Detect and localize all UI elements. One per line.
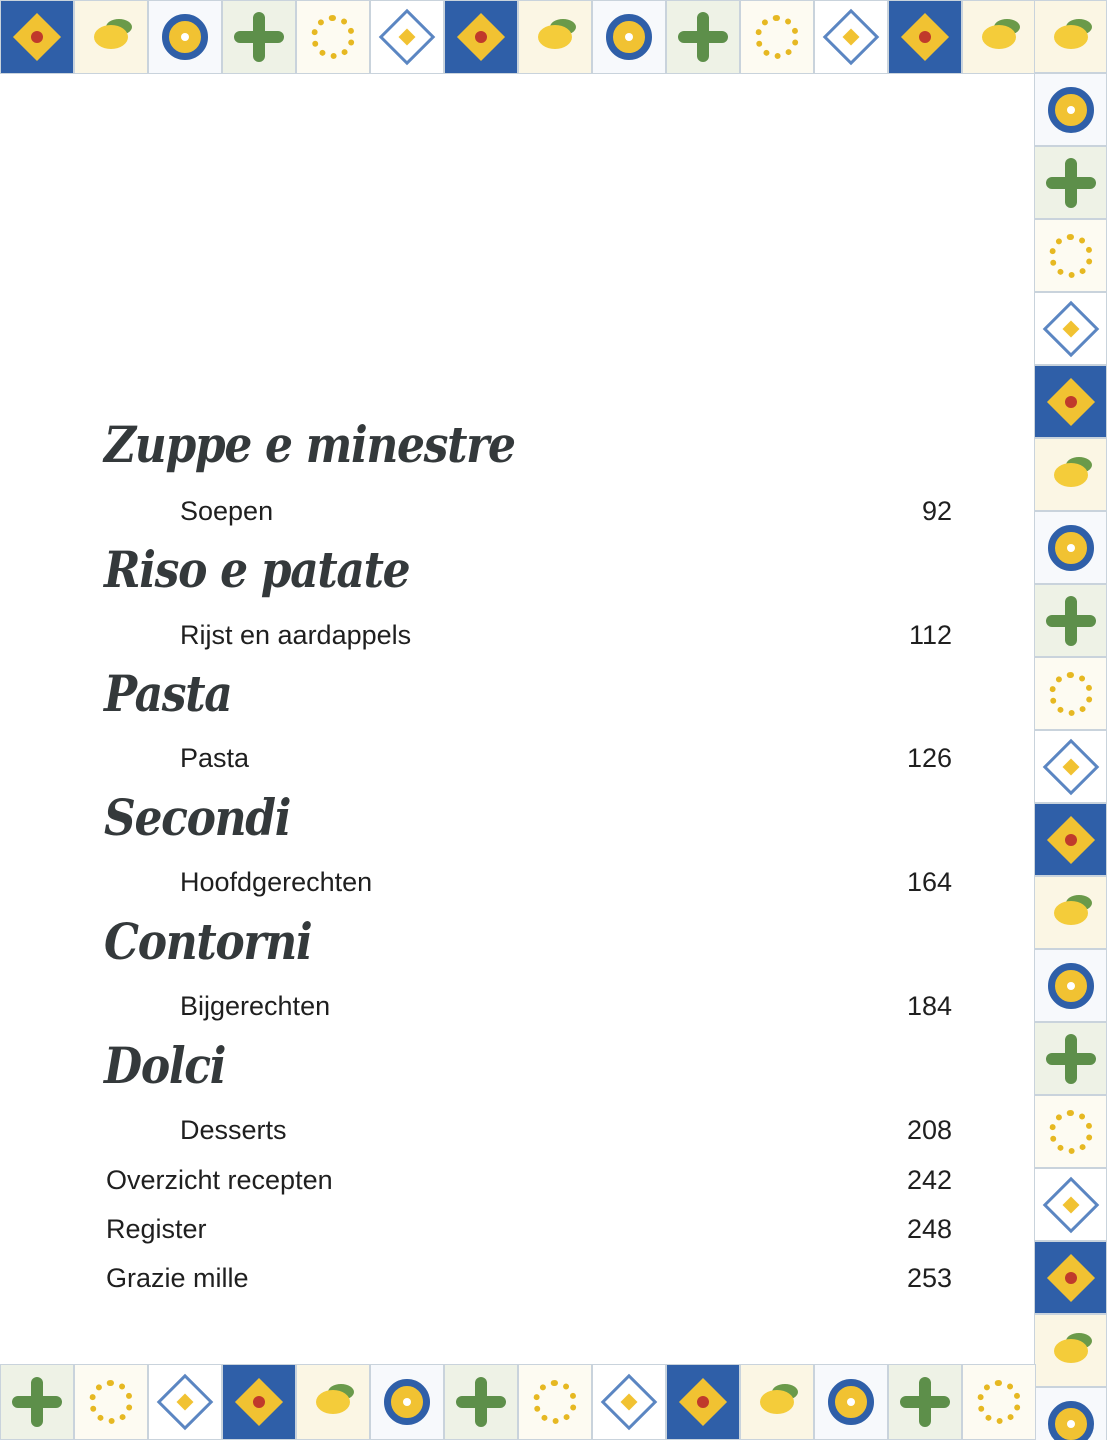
toc-extra-entry[interactable] xyxy=(0,1160,1107,1200)
toc-entry[interactable] xyxy=(0,1110,1107,1150)
toc-extra-entry[interactable] xyxy=(0,1258,1107,1298)
toc-entry-label: Grazie mille xyxy=(106,1263,249,1293)
toc-entry-page: 164 xyxy=(906,867,952,897)
toc-entry-label: Overzicht recepten xyxy=(106,1165,333,1195)
toc-entry-page: 208 xyxy=(906,1115,952,1145)
toc-entry-label: Soepen xyxy=(180,496,274,526)
toc-extra-entry[interactable] xyxy=(0,1209,1107,1249)
toc-entry-label: Hoofdgerechten xyxy=(180,867,373,897)
toc-entry[interactable] xyxy=(0,862,1107,902)
section-title: Contorni xyxy=(104,912,312,971)
toc-entry-label: Pasta xyxy=(180,743,250,773)
toc-entry[interactable] xyxy=(0,986,1107,1026)
section-title: Dolci xyxy=(104,1036,226,1095)
toc-entry-page: 126 xyxy=(906,743,952,773)
toc-entry[interactable] xyxy=(0,491,1107,531)
toc-entry-page: 92 xyxy=(921,496,952,526)
toc-entry-page: 253 xyxy=(906,1263,952,1293)
section-title: Pasta xyxy=(104,664,232,723)
toc-entry-label: Bijgerechten xyxy=(180,991,331,1021)
toc-entry[interactable] xyxy=(0,738,1107,778)
toc-entry-page: 184 xyxy=(906,991,952,1021)
toc-entry-page: 112 xyxy=(908,620,952,650)
toc-entry-page: 242 xyxy=(906,1165,952,1195)
toc-entry-label: Rijst en aardappels xyxy=(180,620,412,650)
toc-entry[interactable] xyxy=(0,615,1107,655)
toc-entry-label: Register xyxy=(106,1214,207,1244)
section-title: Zuppe e minestre xyxy=(104,415,515,474)
section-title: Secondi xyxy=(104,788,291,847)
toc-entry-label: Desserts xyxy=(180,1115,287,1145)
toc-entry-page: 248 xyxy=(906,1214,952,1244)
section-title: Riso e patate xyxy=(104,540,410,599)
